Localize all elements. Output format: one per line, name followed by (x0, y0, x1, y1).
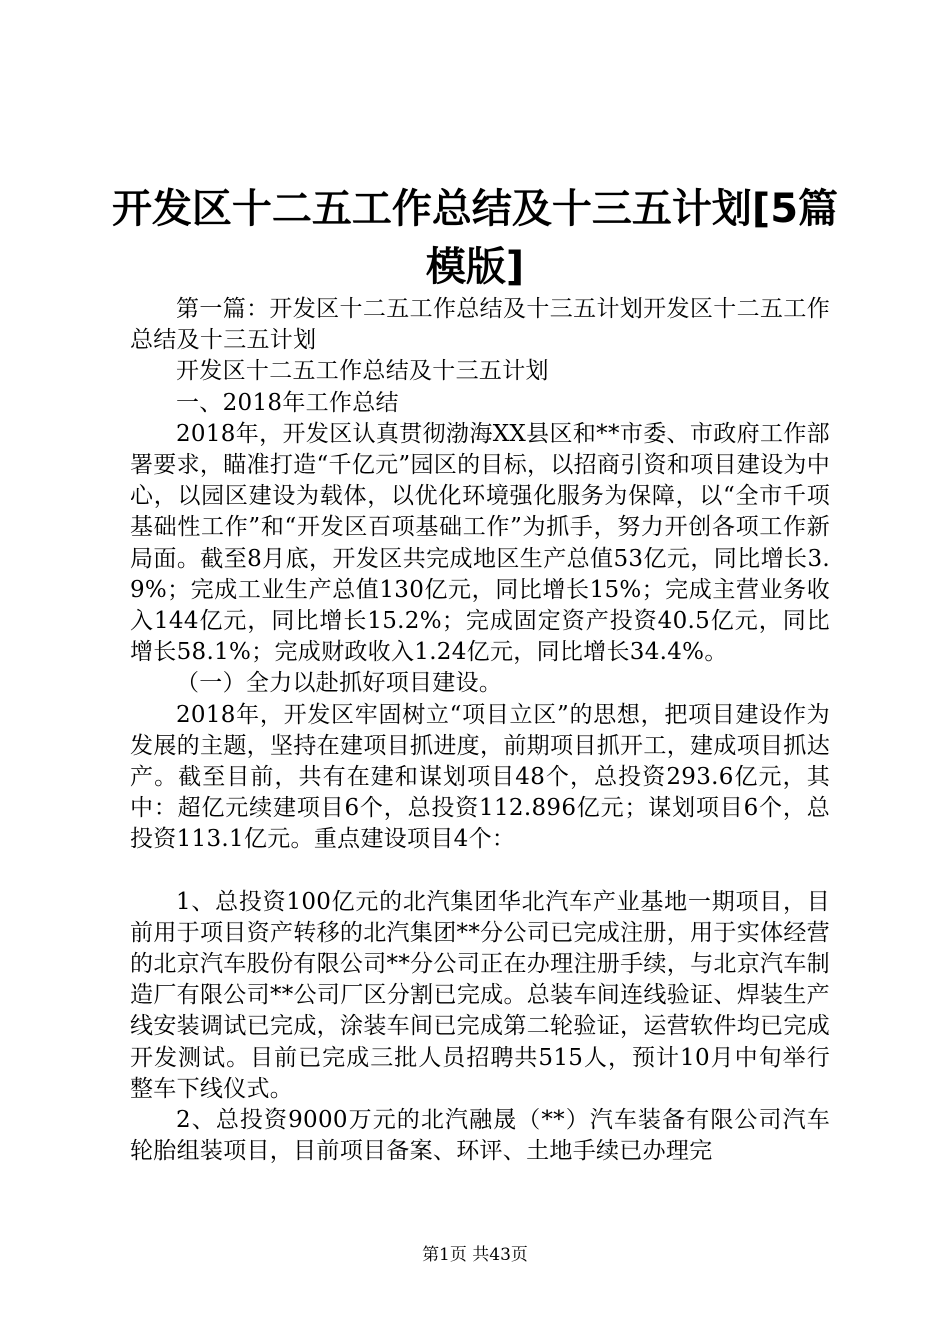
paragraph-section-heading: 一、2018年工作总结 (176, 389, 399, 416)
paragraph-project-1: 1、总投资100亿元的北汽集团华北汽车产业基地一期项目，目前用于项目资产转移的北汽集团**分公司已完成注册，用于实体经营的北京汽车股份有限公司**分公司正在办理注册手续，与北京汽车制造厂有限公司**公司厂区分割已完成。总装车间连线验证、焊装生产线安装调试已完成，涂装车间已完成第二轮验证，运营软件均已完成开发测试。目前已完成三批人员招聘共515人，预计10月中旬举行整车下线仪式。 (130, 888, 830, 1102)
paragraph-spacer (130, 856, 830, 887)
document-body (130, 294, 830, 1167)
paragraph-chapter-heading: 第一篇：开发区十二五工作总结及十三五计划开发区十二五工作总结及十三五计划 (130, 296, 830, 354)
paragraph-subsection-heading: （一）全力以赴抓好项目建设。 (176, 670, 503, 697)
paragraph-subtitle: 开发区十二五工作总结及十三五计划 (176, 358, 549, 385)
paragraph-project-2: 2、总投资9000万元的北汽融晟（**）汽车装备有限公司汽车轮胎组装项目，目前项目备案、环评、土地手续已办理完 (130, 1107, 830, 1165)
document-title: 开发区十二五工作总结及十三五计划[5篇模版] (111, 186, 839, 290)
paragraph-summary: 2018年，开发区认真贯彻渤海XX县区和**市委、市政府工作部署要求，瞄准打造“千亿元”园区的目标，以招商引资和项目建设为中心，以园区建设为载体，以优化环境强化服务为保障，以“全市千项基础性工作”和“开发区百项基础工作”为抓手，努力开创各项工作新局面。截至8月底，开发区共完成地区生产总值53亿元，同比增长3.9%；完成工业生产总值130亿元，同比增长15%；完成主营业务收入144亿元，同比增长15.2%；完成固定资产投资40.5亿元，同比增长58.1%；完成财政收入1.24亿元，同比增长34.4%。 (130, 420, 830, 666)
page-footer: 第1页 共43页 (422, 1245, 528, 1265)
paragraph-projects-overview: 2018年，开发区牢固树立“项目立区”的思想，把项目建设作为发展的主题，坚持在建项目抓进度，前期项目抓开工，建成项目抓达产。截至目前，共有在建和谋划项目48个，总投资293.6亿元，其中：超亿元续建项目6个，总投资112.896亿元；谋划项目6个，总投资113.1亿元。重点建设项目4个： (130, 701, 830, 853)
